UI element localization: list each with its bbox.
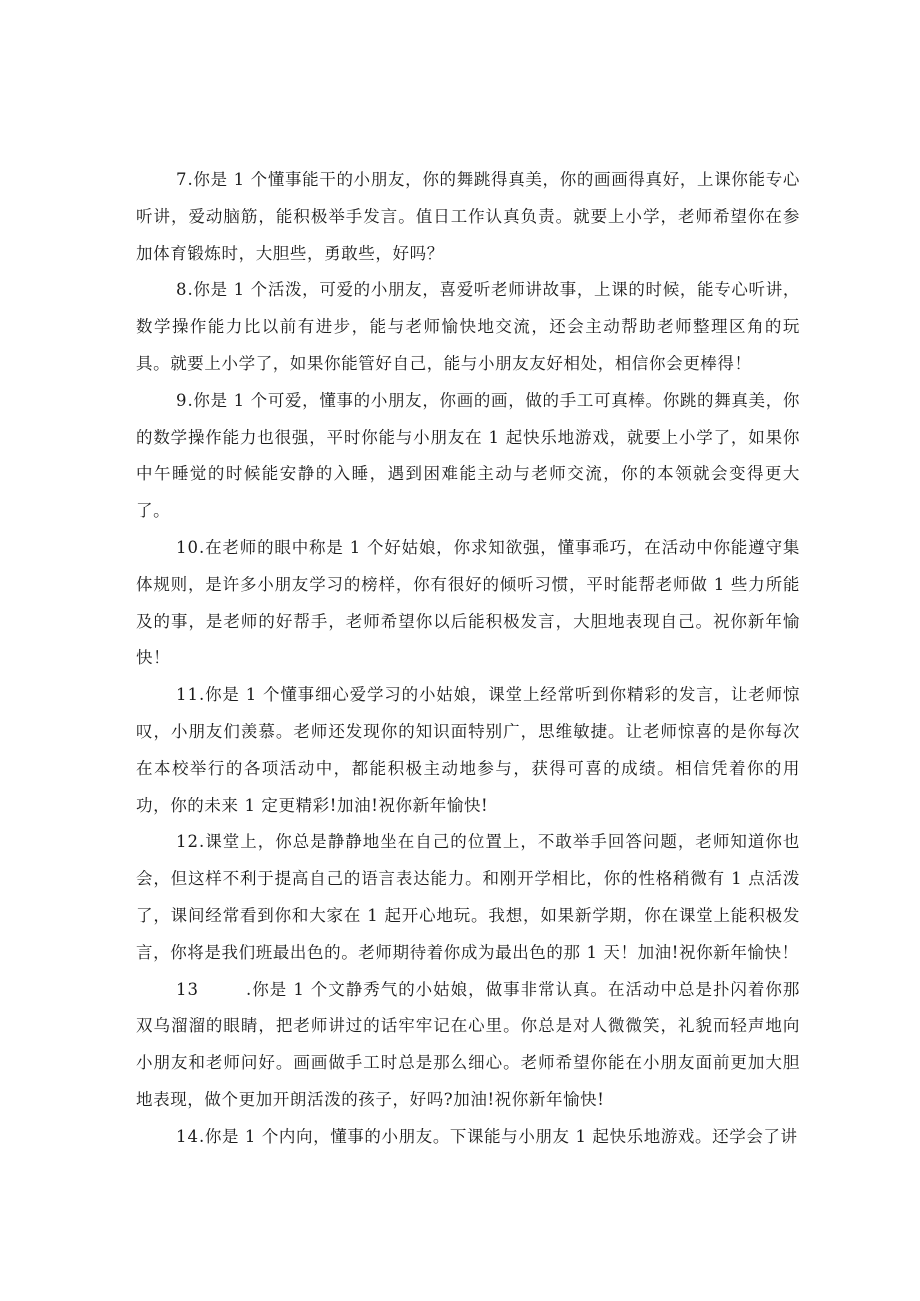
paragraph-text: .在老师的眼中称是 1 个好姑娘，你求知欲强，懂事乖巧，在活动中你能遵守集体规则，是许多小朋友学习的榜样，你有很好的倾听习惯，平时能帮老师做 1 些力所能及的事，是老师的好帮手，老师希望你以后能积极发言，大胆地表现自己。祝你新年愉快！ <box>136 537 800 668</box>
paragraph-number: 10 <box>176 537 199 557</box>
paragraph-12 <box>136 824 800 971</box>
paragraph-7 <box>136 162 800 272</box>
paragraph-text: .你是 1 个文静秀气的小姑娘，做事非常认真。在活动中总是扑闪着你那双乌溜溜的眼睛，把老师讲过的话牢牢记在心里。你总是对人微微笑，礼貌而轻声地向小朋友和老师问好。画画做手工时总是那么细心。老师希望你能在小朋友面前更加大胆地表现，做个更加开朗活泼的孩子，好吗?加油!祝你新年愉快! <box>136 979 800 1109</box>
paragraph-number: 11 <box>176 685 199 705</box>
paragraph-text: .课堂上，你总是静静地坐在自己的位置上，不敢举手回答问题，老师知道你也会，但这样不利于提高自己的语言表达能力。和刚开学相比，你的性格稍微有 1 点活泼了，课间经常看到你和大家在 1 起开心地玩。我想，如果新学期，你在课堂上能积极发言，你将是我们班最出色的。老师期待着你成为最出色的那 1 天！加油!祝你新年愉快！ <box>136 832 800 962</box>
paragraph-text: .你是 1 个可爱，懂事的小朋友，你画的画，做的手工可真棒。你跳的舞真美，你的数学操作能力也很强，平时你能与小朋友在 1 起快乐地游戏，就要上小学了，如果你中午睡觉的时候能安静的入睡，遇到困难能主动与老师交流，你的本领就会变得更大了。 <box>136 390 800 521</box>
paragraph-number: 8 <box>176 280 188 300</box>
paragraph-14 <box>136 1119 800 1156</box>
paragraph-text: .你是 1 个懂事细心爱学习的小姑娘，课堂上经常听到你精彩的发言，让老师惊叹，小朋友们羡慕。老师还发现你的知识面特别广，思维敏捷。让老师惊喜的是你每次在本校举行的各项活动中，都能积极主动地参与，获得可喜的成绩。相信凭着你的用功，你的未来 1 定更精彩!加油!祝你新年愉快! <box>136 685 800 815</box>
paragraph-text: .你是 1 个活泼，可爱的小朋友，喜爱听老师讲故事，上课的时候，能专心听讲，数学操作能力比以前有进步，能与老师愉快地交流，还会主动帮助老师整理区角的玩具。就要上小学了，如果你能管好自己，能与小朋友友好相处，相信你会更棒得！ <box>136 280 800 373</box>
paragraph-text: .你是 1 个内向，懂事的小朋友。下课能与小朋友 1 起快乐地游戏。还学会了讲 <box>199 1126 798 1146</box>
paragraph-number: 14 <box>176 1126 199 1146</box>
paragraph-number: 7 <box>176 170 188 189</box>
paragraph-number: 12 <box>176 832 199 852</box>
document-page <box>136 162 800 1156</box>
paragraph-9 <box>136 383 800 530</box>
paragraph-number: 13 <box>176 979 199 999</box>
paragraph-13 <box>136 972 800 1119</box>
paragraph-text: .你是 1 个懂事能干的小朋友，你的舞跳得真美，你的画画得真好，上课你能专心听讲，爱动脑筋，能积极举手发言。值日工作认真负责。就要上小学，老师希望你在参加体育锻炼时，大胆些，勇敢些，好吗？ <box>136 170 800 263</box>
paragraph-number: 9 <box>176 390 188 410</box>
paragraph-8 <box>136 272 800 382</box>
paragraph-10 <box>136 530 800 677</box>
paragraph-11 <box>136 677 800 824</box>
